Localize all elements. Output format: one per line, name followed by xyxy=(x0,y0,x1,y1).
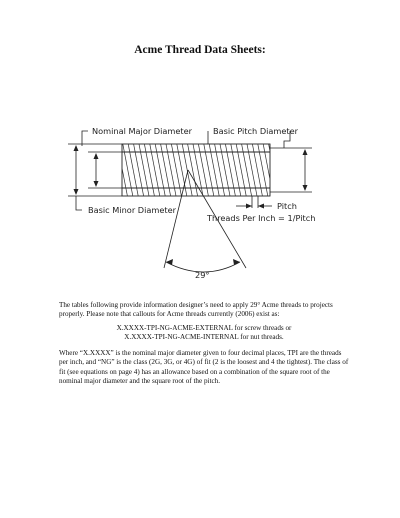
label-basic-minor: Basic Minor Diameter xyxy=(88,205,177,215)
label-basic-pitch: Basic Pitch Diameter xyxy=(213,126,299,136)
page-title: Acme Thread Data Sheets: xyxy=(134,44,266,56)
callout-external: X.XXXX-TPI-NG-ACME-EXTERNAL for screw threads or xyxy=(116,324,292,332)
thread-line xyxy=(263,144,270,179)
label-tpi: Threads Per Inch = 1/Pitch xyxy=(207,213,316,223)
label-nominal-major: Nominal Major Diameter xyxy=(92,126,193,136)
callout-internal: X.XXXX-TPI-NG-ACME-INTERNAL for nut threads. xyxy=(124,333,284,342)
callout-block xyxy=(59,324,349,343)
angle-line-left xyxy=(164,170,188,268)
label-pitch: Pitch xyxy=(277,201,297,211)
intro-paragraph: The tables following provide information designer’s need to apply 29° Acme threads to projects properly. Please note that callouts for Acme threads currently (2006) exist as: xyxy=(59,301,333,319)
thread-line xyxy=(122,168,127,196)
label-angle: 29° xyxy=(195,270,210,280)
explanation-paragraph: Where “X.XXXX” is the nominal major diameter given to four decimal places, TPI are the threads per inch, and “NG” is the class (2G, 3G, or 4G) of fit (2 is the loosest and 4 the tightest). The class of fit (see equations on page 4) has an allowance based on a combination of the square root of the nominal major diameter and the square root of the pitch. xyxy=(59,349,349,385)
leader-basic-minor xyxy=(76,196,82,210)
